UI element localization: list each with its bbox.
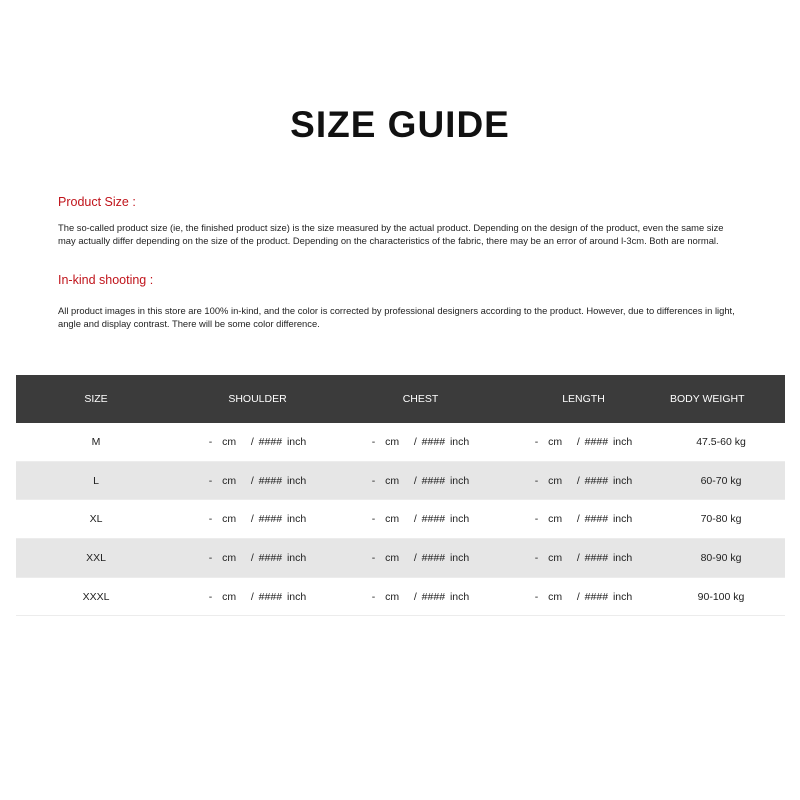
header-size: SIZE [84,393,108,405]
length-cell: - cm / #### inch [534,551,633,564]
header-body-weight: BODY WEIGHT [670,393,745,405]
table-row [16,539,785,578]
length-cell: - cm / #### inch [534,435,633,448]
table-row [16,500,785,539]
size-cell: XXL [86,551,106,564]
chest-cell: - cm / #### inch [371,474,470,487]
chest-cell: - cm / #### inch [371,551,470,564]
chest-cell: - cm / #### inch [371,590,470,603]
weight-cell: 90-100 kg [697,590,745,603]
weight-cell: 80-90 kg [700,551,742,564]
header-chest: CHEST [402,393,439,405]
table-row [16,423,785,462]
shoulder-cell: - cm / #### inch [208,474,307,487]
chest-cell: - cm / #### inch [371,513,470,526]
shoulder-cell: - cm / #### inch [208,590,307,603]
length-cell: - cm / #### inch [534,590,633,603]
shoulder-cell: - cm / #### inch [208,551,307,564]
header-shoulder: SHOULDER [228,393,287,405]
size-cell: L [93,474,99,487]
shoulder-cell: - cm / #### inch [208,435,307,448]
header-length: LENGTH [562,393,605,405]
weight-cell: 60-70 kg [700,474,742,487]
length-cell: - cm / #### inch [534,474,633,487]
table-header [16,375,785,423]
size-cell: XL [89,513,103,526]
size-cell: XXXL [82,590,110,603]
product-size-text: The so-called product size (ie, the finished product size) is the size measured by the actual product. Depending on the design of the product, even the same size may actually differ depending on the size of the product. Depending on the characteristics of the fabric, there may be an error of around l-3cm. Both are normal. [58,222,724,246]
in-kind-shooting-heading: In-kind shooting : [58,273,154,287]
table-row [16,578,785,617]
weight-cell: 70-80 kg [700,513,742,526]
in-kind-shooting-text: All product images in this store are 100% in-kind, and the color is corrected by professional designers according to the product. However, due to differences in light, angle and display contrast. There will be some color difference. [58,305,735,329]
size-cell: M [91,435,101,448]
length-cell: - cm / #### inch [534,513,633,526]
weight-cell: 47.5-60 kg [696,435,746,448]
table-row [16,462,785,501]
product-size-heading: Product Size : [58,195,136,209]
chest-cell: - cm / #### inch [371,435,470,448]
shoulder-cell: - cm / #### inch [208,513,307,526]
size-table [16,375,785,616]
page-title: SIZE GUIDE [290,104,510,145]
